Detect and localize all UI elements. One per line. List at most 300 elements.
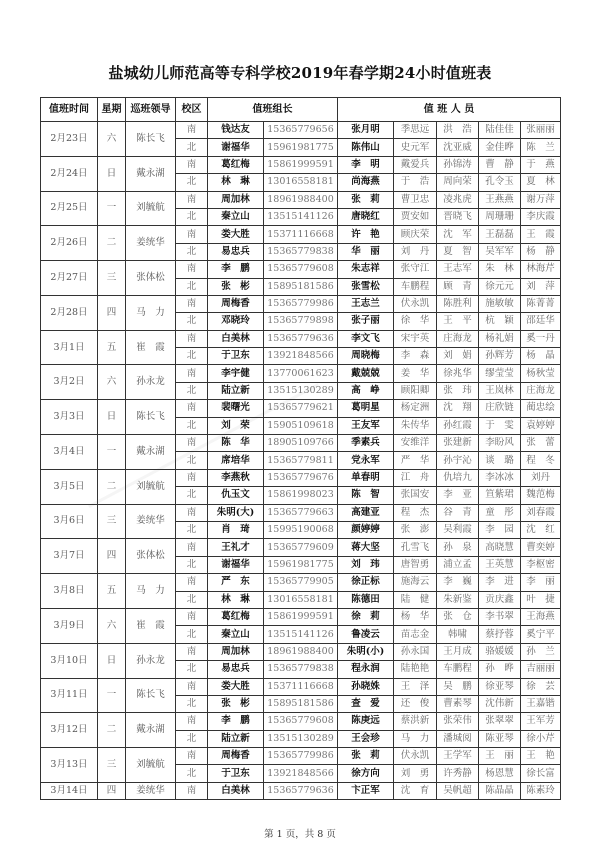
staff-member: 庄欣链 [479, 400, 521, 417]
group-leader-phone: 15365779898 [264, 313, 338, 330]
group-leader-name: 秦立山 [208, 626, 264, 643]
campus: 北 [176, 139, 208, 156]
lead-staff: 卞正军 [338, 782, 394, 799]
patrol-leader: 崔 霞 [126, 608, 176, 643]
staff-member: 王学军 [437, 748, 479, 765]
staff-member: 张建新 [437, 435, 479, 452]
campus: 北 [176, 591, 208, 608]
group-leader-name: 席培华 [208, 452, 264, 469]
lead-staff: 戴兢兢 [338, 365, 394, 382]
lead-staff: 李 明 [338, 156, 394, 173]
lead-staff: 张子丽 [338, 313, 394, 330]
table-row [41, 400, 561, 417]
staff-member: 张 仓 [437, 608, 479, 625]
group-leader-phone: 13515130289 [264, 382, 338, 399]
staff-member: 沈 红 [521, 521, 561, 538]
staff-member: 王 平 [437, 313, 479, 330]
group-leader-name: 周梅香 [208, 748, 264, 765]
campus: 北 [176, 521, 208, 538]
group-leader-name: 李宇健 [208, 365, 264, 382]
staff-member: 刘 娟 [437, 348, 479, 365]
staff-member: 周珊珊 [479, 208, 521, 225]
campus: 北 [176, 626, 208, 643]
weekday: 三 [98, 748, 126, 783]
duty-date: 3月6日 [41, 504, 98, 539]
staff-member: 沈 军 [437, 226, 479, 243]
staff-member: 曹卫忠 [394, 191, 437, 208]
staff-member: 杨礼娟 [479, 330, 521, 347]
patrol-leader: 张体松 [126, 261, 176, 296]
lead-staff: 孙晓姝 [338, 678, 394, 695]
duty-date: 3月7日 [41, 539, 98, 574]
lead-staff: 高建亚 [338, 504, 394, 521]
staff-member: 杨恩慧 [479, 765, 521, 782]
staff-member: 王海燕 [521, 608, 561, 625]
staff-member: 张 蕾 [521, 435, 561, 452]
staff-member: 陈素玲 [521, 782, 561, 799]
duty-date: 2月24日 [41, 156, 98, 191]
table-row [41, 261, 561, 278]
staff-member: 高晓慧 [479, 539, 521, 556]
duty-date: 2月28日 [41, 295, 98, 330]
lead-staff: 朱明(小) [338, 643, 394, 660]
group-leader-name: 陆立新 [208, 730, 264, 747]
campus: 南 [176, 295, 208, 312]
staff-member: 奚宁平 [521, 626, 561, 643]
group-leader-phone: 13016558181 [264, 174, 338, 191]
weekday: 二 [98, 226, 126, 261]
staff-member: 刘春霞 [521, 504, 561, 521]
weekday: 六 [98, 608, 126, 643]
staff-member: 李 丽 [521, 574, 561, 591]
duty-date: 3月1日 [41, 330, 98, 365]
lead-staff: 尚海燕 [338, 174, 394, 191]
group-leader-phone: 15365779838 [264, 661, 338, 678]
campus: 北 [176, 348, 208, 365]
staff-member: 陈胜利 [437, 295, 479, 312]
group-leader-phone: 18961988400 [264, 643, 338, 660]
staff-member: 贾安如 [394, 208, 437, 225]
duty-date: 3月13日 [41, 748, 98, 783]
weekday: 六 [98, 365, 126, 400]
staff-member: 顾 青 [437, 278, 479, 295]
staff-member: 杨 静 [521, 243, 561, 260]
campus: 北 [176, 278, 208, 295]
weekday: 一 [98, 678, 126, 713]
campus: 北 [176, 243, 208, 260]
staff-member: 杨定洲 [394, 400, 437, 417]
weekday: 日 [98, 156, 126, 191]
staff-member: 孙辉芳 [479, 348, 521, 365]
staff-member: 还 俊 [394, 695, 437, 712]
staff-member: 季思远 [394, 122, 437, 139]
lead-staff: 张 莉 [338, 748, 394, 765]
staff-member: 曹 静 [479, 156, 521, 173]
staff-member: 陈晶晶 [479, 782, 521, 799]
table-row [41, 156, 561, 173]
group-leader-phone: 13770061623 [264, 365, 338, 382]
staff-member: 王志军 [437, 261, 479, 278]
patrol-leader: 戴永湖 [126, 713, 176, 748]
staff-member: 邵廷华 [521, 313, 561, 330]
staff-member: 庄海龙 [521, 382, 561, 399]
group-leader-name: 张 彬 [208, 278, 264, 295]
group-leader-phone: 15861999591 [264, 156, 338, 173]
group-leader-name: 李 鹏 [208, 261, 264, 278]
table-row [41, 748, 561, 765]
staff-member: 顾庆荣 [394, 226, 437, 243]
lead-staff: 陈庚远 [338, 713, 394, 730]
group-leader-phone: 15365779663 [264, 504, 338, 521]
staff-member: 孙锦涛 [437, 156, 479, 173]
campus: 北 [176, 313, 208, 330]
group-leader-name: 于卫东 [208, 765, 264, 782]
lead-staff: 单春明 [338, 469, 394, 486]
duty-date: 2月23日 [41, 122, 98, 157]
group-leader-phone: 13515141126 [264, 626, 338, 643]
group-leader-name: 严 东 [208, 574, 264, 591]
group-leader-name: 易忠兵 [208, 243, 264, 260]
patrol-leader: 孙永龙 [126, 365, 176, 400]
group-leader-phone: 15895181586 [264, 695, 338, 712]
staff-member: 李冰冰 [479, 469, 521, 486]
lead-staff: 季素兵 [338, 435, 394, 452]
group-leader-phone: 18961988400 [264, 191, 338, 208]
staff-member: 李枢密 [521, 556, 561, 573]
group-leader-phone: 15365779608 [264, 261, 338, 278]
campus: 南 [176, 156, 208, 173]
patrol-leader: 孙永龙 [126, 643, 176, 678]
staff-member: 孙永国 [394, 643, 437, 660]
weekday: 一 [98, 191, 126, 226]
staff-member: 骆媛媛 [479, 643, 521, 660]
weekday: 六 [98, 122, 126, 157]
staff-member: 洪 浩 [437, 122, 479, 139]
staff-member: 童 彤 [479, 504, 521, 521]
staff-member: 宋宇英 [394, 330, 437, 347]
lead-staff: 高 峥 [338, 382, 394, 399]
lead-staff: 党永军 [338, 452, 394, 469]
staff-member: 李庆霞 [521, 208, 561, 225]
campus: 北 [176, 417, 208, 434]
patrol-leader: 刘毓航 [126, 469, 176, 504]
table-row [41, 713, 561, 730]
group-leader-phone: 15371116668 [264, 226, 338, 243]
campus: 北 [176, 695, 208, 712]
weekday: 日 [98, 400, 126, 435]
staff-member: 韩啸 [437, 626, 479, 643]
group-leader-phone: 15365779905 [264, 574, 338, 591]
group-leader-phone: 15365779621 [264, 400, 338, 417]
group-leader-name: 李 鹏 [208, 713, 264, 730]
header-campus: 校区 [176, 98, 208, 122]
group-leader-name: 谢福华 [208, 556, 264, 573]
staff-member: 李书翠 [479, 608, 521, 625]
group-leader-phone: 15365779676 [264, 469, 338, 486]
lead-staff: 刘 玮 [338, 556, 394, 573]
lead-staff: 华 丽 [338, 243, 394, 260]
campus: 南 [176, 678, 208, 695]
duty-date: 2月26日 [41, 226, 98, 261]
group-leader-name: 林 琳 [208, 591, 264, 608]
table-row [41, 226, 561, 243]
staff-member: 程 杰 [394, 504, 437, 521]
page-number: 第 1 页，共 8 页 [264, 829, 336, 840]
table-row [41, 643, 561, 660]
staff-member: 徐元元 [479, 278, 521, 295]
staff-member: 周向荣 [437, 174, 479, 191]
group-leader-phone: 18905109766 [264, 435, 338, 452]
duty-date: 3月14日 [41, 782, 98, 799]
staff-member: 王 泽 [394, 678, 437, 695]
patrol-leader: 姜统华 [126, 226, 176, 261]
patrol-leader: 陈长飞 [126, 122, 176, 157]
group-leader-name: 裴曙光 [208, 400, 264, 417]
staff-member: 张荣伟 [437, 713, 479, 730]
weekday: 四 [98, 782, 126, 799]
group-leader-phone: 15365779656 [264, 122, 338, 139]
staff-member: 王英慧 [479, 556, 521, 573]
group-leader-phone: 13515141126 [264, 208, 338, 225]
staff-member: 吴利霞 [437, 521, 479, 538]
staff-member: 王 丽 [479, 748, 521, 765]
campus: 北 [176, 174, 208, 191]
staff-member: 许秀静 [437, 765, 479, 782]
staff-member: 刘丹 [521, 469, 561, 486]
duty-date: 3月3日 [41, 400, 98, 435]
staff-member: 夏 智 [437, 243, 479, 260]
staff-member: 林海芹 [521, 261, 561, 278]
staff-member: 浦立孟 [437, 556, 479, 573]
table-row [41, 365, 561, 382]
staff-member: 孙红霞 [437, 417, 479, 434]
group-leader-phone: 13921848566 [264, 765, 338, 782]
campus: 南 [176, 608, 208, 625]
campus: 北 [176, 730, 208, 747]
staff-member: 徐兆华 [437, 365, 479, 382]
campus: 南 [176, 643, 208, 660]
patrol-leader: 陈长飞 [126, 400, 176, 435]
staff-member: 沈 育 [394, 782, 437, 799]
group-leader-phone: 13016558181 [264, 591, 338, 608]
patrol-leader: 马 力 [126, 295, 176, 330]
staff-member: 孔雪飞 [394, 539, 437, 556]
staff-member: 魏范梅 [521, 487, 561, 504]
group-leader-name: 王礼才 [208, 539, 264, 556]
staff-member: 谈 璐 [479, 452, 521, 469]
campus: 北 [176, 452, 208, 469]
staff-member: 蔺忠绘 [521, 400, 561, 417]
table-row [41, 295, 561, 312]
staff-member: 徐亚琴 [479, 678, 521, 695]
staff-member: 蔡洪新 [394, 713, 437, 730]
staff-member: 孙宇沁 [437, 452, 479, 469]
staff-member: 王 艳 [521, 748, 561, 765]
staff-member: 蔡抒蓉 [479, 626, 521, 643]
patrol-leader: 戴永湖 [126, 156, 176, 191]
table-row [41, 539, 561, 556]
staff-member: 谢万萍 [521, 191, 561, 208]
group-leader-name: 白美林 [208, 330, 264, 347]
staff-member: 沈 翔 [437, 400, 479, 417]
staff-member: 陈 兰 [521, 139, 561, 156]
weekday: 三 [98, 504, 126, 539]
staff-member: 陆艳艳 [394, 661, 437, 678]
staff-member: 王 霞 [521, 226, 561, 243]
staff-member: 程 冬 [521, 452, 561, 469]
weekday: 五 [98, 574, 126, 609]
header-staff: 值 班 人 员 [338, 98, 561, 122]
campus: 北 [176, 556, 208, 573]
patrol-leader: 姜统华 [126, 782, 176, 799]
staff-member: 王月成 [437, 643, 479, 660]
group-leader-phone: 15365779636 [264, 782, 338, 799]
staff-member: 陆佳佳 [479, 122, 521, 139]
group-leader-phone: 15365779811 [264, 452, 338, 469]
table-row [41, 122, 561, 139]
staff-member: 徐 芸 [521, 678, 561, 695]
staff-member: 庄海龙 [437, 330, 479, 347]
staff-member: 王岚林 [479, 382, 521, 399]
group-leader-name: 肖 琦 [208, 521, 264, 538]
staff-member: 朱新鉴 [437, 591, 479, 608]
staff-member: 江 舟 [394, 469, 437, 486]
lead-staff: 徐正标 [338, 574, 394, 591]
lead-staff: 王友军 [338, 417, 394, 434]
group-leader-name: 刘 荣 [208, 417, 264, 434]
staff-member: 张国安 [394, 487, 437, 504]
campus: 南 [176, 330, 208, 347]
group-leader-name: 陈 华 [208, 435, 264, 452]
table-row [41, 608, 561, 625]
lead-staff: 张月明 [338, 122, 394, 139]
table-row [41, 330, 561, 347]
group-leader-phone: 15905109618 [264, 417, 338, 434]
staff-member: 缪莹莹 [479, 365, 521, 382]
weekday: 日 [98, 643, 126, 678]
header-date: 值班时间 [41, 98, 98, 122]
lead-staff: 鲁凌云 [338, 626, 394, 643]
duty-date: 3月8日 [41, 574, 98, 609]
staff-member: 安维洋 [394, 435, 437, 452]
lead-staff: 王志兰 [338, 295, 394, 312]
staff-member: 李 巍 [437, 574, 479, 591]
staff-member: 苗志金 [394, 626, 437, 643]
staff-member: 姜 华 [394, 365, 437, 382]
lead-staff: 颜婷婷 [338, 521, 394, 538]
group-leader-phone: 15365779636 [264, 330, 338, 347]
weekday: 一 [98, 435, 126, 470]
staff-member: 吉丽丽 [521, 661, 561, 678]
duty-date: 3月5日 [41, 469, 98, 504]
group-leader-phone: 15365779986 [264, 295, 338, 312]
group-leader-phone: 15895181586 [264, 278, 338, 295]
staff-member: 李 亚 [437, 487, 479, 504]
lead-staff: 唐晓红 [338, 208, 394, 225]
staff-member: 顾阳卿 [394, 382, 437, 399]
staff-member: 徐长富 [521, 765, 561, 782]
table-row [41, 574, 561, 591]
staff-member: 李 园 [479, 521, 521, 538]
staff-member: 陈亚琴 [479, 730, 521, 747]
lead-staff: 程永润 [338, 661, 394, 678]
staff-member: 孙 晔 [479, 661, 521, 678]
patrol-leader: 姜统华 [126, 504, 176, 539]
lead-staff: 蒋大坚 [338, 539, 394, 556]
staff-member: 史元军 [394, 139, 437, 156]
table-body [41, 122, 561, 800]
staff-member: 晋晓飞 [437, 208, 479, 225]
patrol-leader: 崔 霞 [126, 330, 176, 365]
group-leader-phone: 15961981775 [264, 139, 338, 156]
campus: 南 [176, 748, 208, 765]
staff-member: 严 华 [394, 452, 437, 469]
group-leader-name: 于卫东 [208, 348, 264, 365]
group-leader-phone: 15995190068 [264, 521, 338, 538]
staff-member: 于 浩 [394, 174, 437, 191]
lead-staff: 张雪松 [338, 278, 394, 295]
group-leader-name: 白美林 [208, 782, 264, 799]
duty-date: 2月27日 [41, 261, 98, 296]
group-leader-name: 娄大胜 [208, 226, 264, 243]
group-leader-name: 周梅香 [208, 295, 264, 312]
staff-member: 王燕燕 [479, 191, 521, 208]
lead-staff: 周晓梅 [338, 348, 394, 365]
campus: 南 [176, 365, 208, 382]
table-row [41, 782, 561, 799]
header-weekday: 星期 [98, 98, 126, 122]
group-leader-name: 娄大胜 [208, 678, 264, 695]
campus: 南 [176, 504, 208, 521]
staff-member: 于 燕 [521, 156, 561, 173]
table-row [41, 469, 561, 486]
campus: 南 [176, 574, 208, 591]
campus: 南 [176, 261, 208, 278]
staff-member: 谷 青 [437, 504, 479, 521]
staff-member: 吴帆超 [437, 782, 479, 799]
staff-member: 曹奕婷 [521, 539, 561, 556]
campus: 南 [176, 469, 208, 486]
staff-member: 张 澎 [394, 521, 437, 538]
staff-member: 吴军军 [479, 243, 521, 260]
patrol-leader: 刘毓航 [126, 191, 176, 226]
staff-member: 金佳晔 [479, 139, 521, 156]
duty-date: 3月10日 [41, 643, 98, 678]
weekday: 二 [98, 469, 126, 504]
table-row [41, 191, 561, 208]
staff-member: 张守江 [394, 261, 437, 278]
staff-member: 施海云 [394, 574, 437, 591]
lead-staff: 徐 莉 [338, 608, 394, 625]
lead-staff: 朱志祥 [338, 261, 394, 278]
group-leader-name: 钱达友 [208, 122, 264, 139]
table-row [41, 435, 561, 452]
group-leader-name: 谢福华 [208, 139, 264, 156]
campus: 南 [176, 713, 208, 730]
group-leader-name: 林 琳 [208, 174, 264, 191]
group-leader-name: 陆立新 [208, 382, 264, 399]
group-leader-name: 易忠兵 [208, 661, 264, 678]
lead-staff: 张 莉 [338, 191, 394, 208]
staff-member: 杨 晶 [521, 348, 561, 365]
staff-member: 徐小芹 [521, 730, 561, 747]
group-leader-phone: 15371116668 [264, 678, 338, 695]
group-leader-phone: 15961981775 [264, 556, 338, 573]
staff-member: 孙 兰 [521, 643, 561, 660]
group-leader-phone: 15365779986 [264, 748, 338, 765]
staff-member: 张翠翠 [479, 713, 521, 730]
lead-staff: 陈德田 [338, 591, 394, 608]
